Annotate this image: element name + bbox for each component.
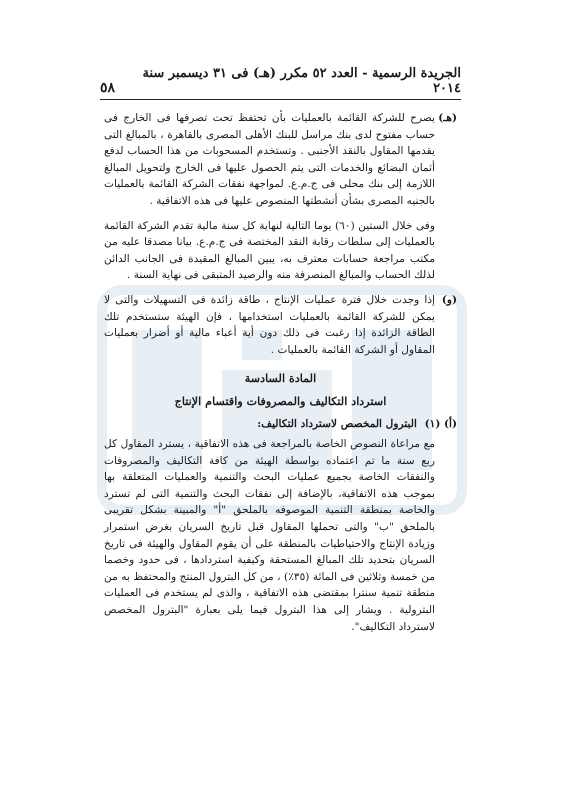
item-h (104, 110, 457, 210)
page-content (104, 110, 457, 635)
clause-text: مع مراعاة النصوص الخاصة بالمراجعة فى هذه الاتفاقية ، يسترد المقاول كل ربع سنة ما تم اعتماده بواسطة الهيئة من كافة التكاليف والمصروفات والنفقات الخاصة بجميع عمليات البحث والتنمية والعمليات المتعلقة بها بموجب هذه الاتفاقية، بالإضافة إلى نفقات البحث والتنمية التى لم تسترد والخاصة بمنطقة التنمية الموصوفه بالملحق "أ" والمبينة بشكل تقريبى بالملحق "ب" والتى تحملها المقاول قبل تاريخ السريان بغرض استمرار وزيادة الإنتاج والاحتياطيات بالمنطقة على أن يقوم المقاول والهيئة فى تاريخ السريان بتحديد تلك المبالغ المستحقة وكيفية استردادها ، فى حدود وخصما من خمسة وثلاثين فى المائة (٣٥٪) ، من كل البترول المنتج والمحتفظ به من منطقة تنمية سنترا بمقتضى هذه الاتفاقية ، والذى لم يستخدم فى العمليات البترولية . ويشار إلى هذا البترول فيما يلى بعبارة "البترول المخصص لاسترداد التكاليف". (104, 438, 436, 633)
clause-title: البترول المخصص لاسترداد التكاليف: (257, 417, 417, 430)
item-w (104, 292, 457, 358)
clause-heading (104, 416, 457, 433)
item-h-text: يصرح للشركة القائمة بالعمليات بأن تحتفظ تحت تصرفها فى الخارج فى حساب مفتوح لدى بنك مراسل للبنك الأهلى المصرى بالقاهرة ، بالمبالغ التى يقدمها المقاول بالنقد الأجنبى . وتستخدم المسحوبات من هذا الحساب لدفع أثمان البضائع والخدمات التى يتم الحصول عليها فى الخارج ولتحويل المبالغ اللازمة إلى بنك محلى فى ج.م.ع. لمواجهة نفقات الشركة القائمة بالعمليات بالجنيه المصرى بشأن أنشطتها المنصوص عليها فى هذه الاتفاقية . (104, 112, 435, 207)
item-w-marker: (و) (441, 293, 457, 306)
gazette-title: الجريدة الرسمية - العدد ٥٢ مكرر (هـ) فى ٣١ ديسمبر سنة ٢٠١٤ (142, 66, 461, 96)
clause-number: (أ) (١) (424, 417, 457, 430)
article-subtitle: استرداد التكاليف والمصروفات واقتسام الإنتاج (174, 393, 387, 408)
page-header (100, 66, 461, 100)
item-h-marker: (هـ) (438, 112, 457, 124)
page-number: ٥٨ (100, 80, 116, 96)
article-title: المادة السادسة (244, 371, 317, 386)
item-h-paragraph-2: وفى خلال الستين (٦٠) يوما التالية لنهاية كل سنة مالية تقدم الشركة القائمة بالعمليات إلى سلطات رقابة النقد المختصة فى ج.م.ع. بيانا مصدقا عليه من مكتب مراجعة حسابات معترف به، يبين المبالغ المقيدة فى الجانب الدائن لذلك الحساب والمبالغ المنصرفة منه والرصيد المتبقى فى نهاية السنة . (104, 219, 435, 282)
item-w-text: إذا وجدت خلال فترة عمليات الإنتاج ، طاقة زائدة فى التسهيلات والتى لا يمكن للشركة القائمة بالعمليات استخدامها ، فإن الهيئة ستستخدم تلك الطاقة الزائدة إذا رغبت فى ذلك دون أية أعباء مالية أو أضرار بعمليات المقاول أو الشركة القائمة بالعمليات . (104, 293, 435, 356)
